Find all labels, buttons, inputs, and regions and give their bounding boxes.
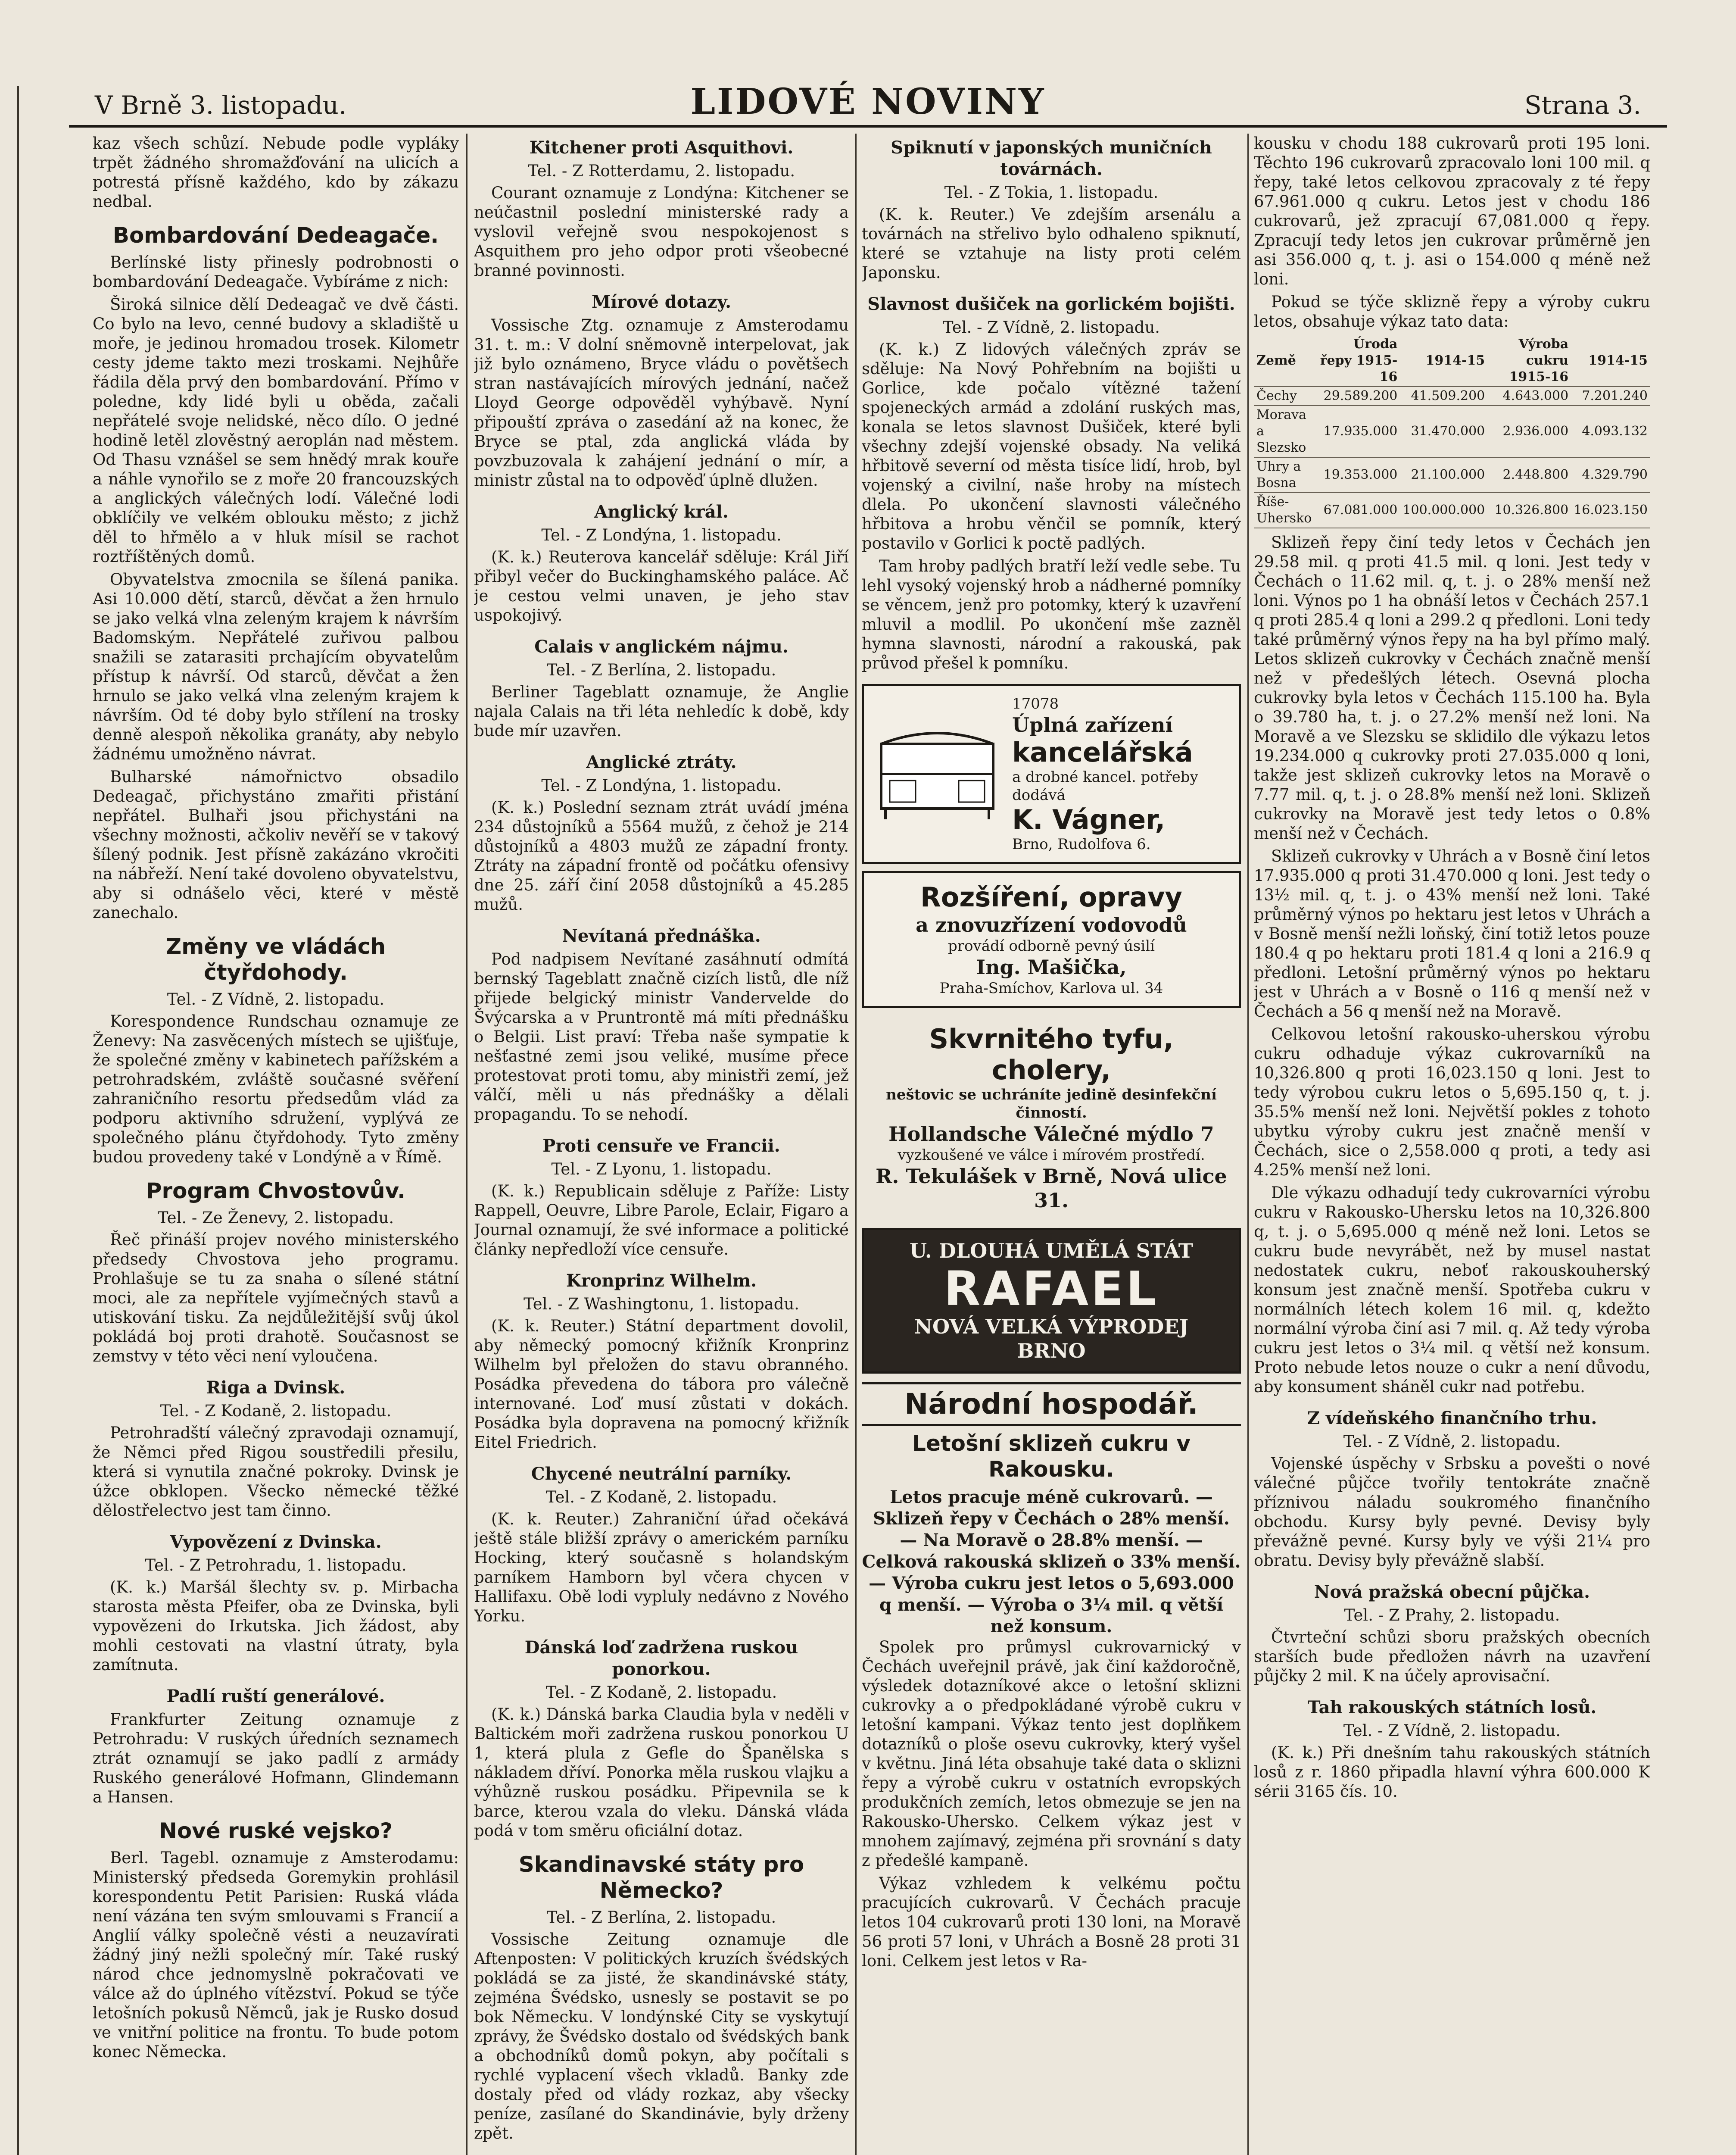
table-cell: 7.201.240	[1571, 387, 1650, 406]
column-2	[474, 134, 849, 2155]
article-body: Výkaz vzhledem k velkému počtu pracujících cukrovarů. V Čechách pracuje letos 104 cukrovarů proti 130 loni, na Moravě 56 proti 57 loni, v Uhrách a Bosně 28 proti 31 loni. Celkem jest letos v Ra-	[862, 1874, 1241, 1970]
ad-headline: kancelářská	[1012, 737, 1193, 768]
article-headline: Padlí ruští generálové.	[166, 1686, 385, 1706]
article-body: Široká silnice dělí Dedeagač ve dvě části. Co bylo na levo, cenné budovy a skladiště u moře, je jedinou hromadou trosek. Kilometr cesty jdeme takto mezi troskami. Nejhůře řádila děla prvý den bombardování. Přímo v poledne, kdy lidé byli u oběda, začali nepřátelé svoje nelidské, něco dílo. O jedné hodině letěl zlověstný aeroplán nad městem. Od Thasu vznášel se sem hnědý mrak kouře a náhle vynořilo se z moře 20 francouzských a anglických válečných lodí. Válečné lodi obklíčily ve velkém oblouku město; z jichž děl to hřmělo a v hluk mísil se rachot roztříštěných domů.	[93, 295, 459, 566]
article-headline: Spiknutí v japonských muničních továrnách.	[891, 137, 1212, 179]
dateline: Tel. - Z Berlína, 2. listopadu.	[546, 1908, 776, 1927]
article-headline: Změny ve vládách čtyřdohody.	[165, 934, 386, 985]
dateline: Tel. - Z Prahy, 2. listopadu.	[1344, 1606, 1560, 1624]
article-body: (K. k.) Republicain sděluje z Paříže: Listy Rappell, Oeuvre, Libre Parole, Eclair, Figaro a Journal oznamují, že své informace a politické články nepředloží více censuře.	[474, 1182, 849, 1259]
column-3	[862, 134, 1241, 2155]
article-body: Berl. Tagebl. oznamuje z Amsterodamu: Ministerský předseda Goremykin prohlásil korespondentu Petit Parisien: Ruská vláda není vázána ten svým smlouvami s Francií a Anglií války společně vésti a neuzavírati žádný jiný nežli společný mír. Také ruský národ chce jednomyslně pokračovati ve válce až do úplného vítězství. Pokud se týče letošních pokusů Němců, jak je Rusko dosud ve vnitřní politice na frontu. To bude potom konec Německa.	[93, 1849, 459, 2061]
article-body: (K. k. Reuter.) Ve zdejším arsenálu a továrnách na střelivo bylo odhaleno spiknutí, které se vztahuje na listy proti celém Japonsku.	[862, 205, 1241, 282]
adjacent-page-edge	[0, 86, 19, 2155]
article-headline: Chycené neutrální parníky.	[531, 1464, 792, 1484]
dateline: Tel. - Z Vídně, 2. listopadu.	[167, 990, 385, 1009]
table-cell: Uhry a Bosna	[1254, 457, 1317, 493]
advertisement-waterworks	[862, 871, 1241, 1008]
article	[474, 636, 849, 740]
article-headline: Anglický král.	[594, 502, 729, 522]
ad-text: vyzkoušené ve válce i mírovém prostředí.	[898, 1146, 1205, 1164]
article-body: (K. k.) Poslední seznam ztrát uvádí jména 234 důstojníků a 5564 mužů, z čehož je 214 důstojníků a 4803 mužů ze západní fronty. Ztráty na západní frontě od počátku ofensivy dne 25. září činí 2058 důstojníků a 45.285 mužů.	[474, 798, 849, 914]
article	[474, 1463, 849, 1626]
column-rule	[1247, 134, 1249, 2155]
table-cell: 4.093.132	[1571, 406, 1650, 457]
table-header: Země	[1254, 335, 1317, 387]
article-body: Sklizeň řepy činí tedy letos v Čechách jen 29.58 mil. q proti 41.5 mil. q loni. Jest tedy v Čechách o 11.62 mil. q, t. j. o 28% menší než loni. Výnos po 1 ha obnáší letos v Čechách 257.1 q proti 285.4 q loni a 299.2 q předloni. Loni tedy také průměrný výnos řepy na ha byl přímo malý. Letos sklizeň cukrovky v Čechách značně menší než v předešlých létech. Osevná plocha cukrovky byla letos v Čechách 115.100 ha. Byla o 39.780 ha, t. j. o 27.2% menší než loni. Na Moravě a ve Slezsku se sklidilo dle výkazu letos 19.234.000 q cukrovky proti 27.035.000 q loni, takže jest sklizeň cukrovky letos na Moravě o 7.77 mil. q, t. j. o 28.8% menší než loni. Sklizeň cukrovky na Moravě jest tedy letos o 0.8% menší než v Čechách.	[1254, 533, 1650, 843]
article	[93, 1178, 459, 1366]
column-rule	[466, 134, 468, 2155]
article-headline: Z vídeňského finančního trhu.	[1307, 1408, 1597, 1428]
article	[474, 1135, 849, 1259]
article-body: kaz všech schůzí. Nebude podle vypláky trpět žádného shromažďování na ulicích a potrestá přísně každého, kdo by zákazu nedbal.	[93, 134, 459, 211]
article-body: Vossische Ztg. oznamuje z Amsterodamu 31. t. m.: V dolní sněmovně interpelovat, jak již bylo oznámeno, Bryce vládu o povětšech stran nastávajících mírových jednání, načež Lloyd George odpověděl vyhýbavě. Nyní připouští zpráva o zasedání až na konec, že Bryce se ptal, zda anglická vláda by povzbuzovala k zahájení jednání o mír, a ministr zůstal na to odpověď úplně dlužen.	[474, 316, 849, 490]
ad-merchant-name: K. Vágner,	[1012, 804, 1166, 835]
table-row	[1254, 406, 1650, 457]
table-header: Úroda řepy 1915-16	[1317, 335, 1400, 387]
ad-text: Úplná zařízení	[1012, 713, 1173, 737]
ad-city: BRNO	[1017, 1339, 1086, 1362]
dateline: Tel. - Z Tokia, 1. listopadu.	[944, 183, 1159, 202]
ad-headline: Rozšíření, opravy	[920, 881, 1182, 913]
article-headline: Proti censuře ve Francii.	[542, 1136, 780, 1156]
ad-text: a znovuzřízení vodovodů	[916, 913, 1187, 937]
article-headline: Anglické ztráty.	[586, 752, 737, 772]
table-cell: Morava a Slezsko	[1254, 406, 1317, 457]
ad-merchant-name: Ing. Mašička,	[976, 956, 1127, 979]
article	[862, 294, 1241, 673]
table-row	[1254, 457, 1650, 493]
article	[474, 925, 849, 1124]
article-lead: Letos pracuje méně cukrovarů. — Sklizeň řepy v Čechách o 28% menší. — Na Moravě o 28.8% menší. — Celková rakouská sklizeň o 33% menší. — Výroba cukru jest letos o 5,693.000 q menší. — Výroba o 3¼ mil. q větší než konsum.	[862, 1487, 1241, 1637]
column-rule	[855, 134, 857, 2155]
article-body: (K. k.) Při dnešním tahu rakouských státních losů z r. 1860 připadla hlavní výhra 600.000 K sérii 3165 čís. 10.	[1254, 1743, 1650, 1801]
column-1	[93, 134, 459, 2155]
article-body: Korespondence Rundschau oznamuje ze Ženevy: Na zasvěcených místech se ujišťuje, že společné změny v kabinetech pařížském a petrohradském, zvláště současné svěření zahraničního resortu předsedům vlád za podporu aktivního sdružení, vyplývá ze společného plánu čtyřdohody. Tyto změny budou provedeny také v Londýně a v Římě.	[93, 1012, 459, 1166]
article-body: Čtvrteční schůzi sboru pražských obecních starších bude předložen návrh na uzavření půjčky 2 mil. K na účely aprovisační.	[1254, 1628, 1650, 1685]
article-body: Bulharské námořnictvo obsadilo Dedeagač, přichystáno zmařiti přistání nepřátel. Bulhaři jsou přichystáni na všechny možnosti, ačkoliv nevěří se v takový šílený podnik. Jest přísně zakázáno vkročiti na nábřeží. Není také dovoleno obyvatelstvu, aby si odnášelo věci, které v městě zanechalo.	[93, 768, 459, 922]
newspaper-title: LIDOVÉ NOVINY	[690, 81, 1046, 122]
ad-product: Hollandsche Válečné mýdlo 7	[888, 1122, 1214, 1146]
article-headline: Mírové dotazy.	[591, 292, 732, 312]
ad-text: NOVÁ VELKÁ VÝPRODEJ	[914, 1315, 1189, 1338]
dateline: Tel. - Z Lyonu, 1. listopadu.	[551, 1160, 772, 1178]
article-headline: Calais v anglickém nájmu.	[534, 637, 789, 657]
roll-top-desk-icon	[873, 727, 1002, 821]
advertisement-rafael	[862, 1228, 1241, 1374]
article	[93, 1686, 459, 1807]
section-title: Národní hospodář.	[862, 1382, 1241, 1426]
article-headline: Letošní sklizeň cukru v Rakousku.	[912, 1431, 1191, 1482]
article	[474, 137, 849, 280]
dateline: Tel. - Ze Ženevy, 2. listopadu.	[157, 1209, 394, 1227]
article-headline: Tah rakouských státních losů.	[1307, 1697, 1597, 1718]
article-body: Řeč přináší projev nového ministerského předsedy Chvostova jeho programu. Prohlašuje se tu za snaha o sílené státní moci, ale za nepřítele vyjímečných stavů a utiskování tisku. Za nejdůležitější svůj úkol pokládá boj proti drahotě. Současnost se zemstvy v této věci není vyloučena.	[93, 1231, 459, 1365]
article-body: (K. k.) Dánská barka Claudia byla v neděli v Baltickém moři zadržena ruskou ponorkou U 1, která plula z Gefle do Španělska s nákladem dříví. Ponorka měla ruskou vlajku a výhůzně ruskou posádku. Připevnila se k barce, kterou vzala do vleku. Dánská vláda podá v tom směru oficiální dotaz.	[474, 1705, 849, 1840]
article	[474, 1637, 849, 1840]
article	[474, 752, 849, 914]
article-body: Spolek pro průmysl cukrovarnický v Čechách uveřejnil právě, jak činí každoročně, výsledek dotazníkové akce o letošní sklizni cukrovky a o předpokládané výrobě cukru v letošní kampani. Výkaz tento jest doplňkem dotazníků o ploše osevu cukrovky, který vyšel v květnu. Jiná léta obsahuje také data o sklizni řepy a výrobě cukru v ostatních evropských produkčních zemích, letos obmezuje se jen na Rakousko-Uhersko. Celkem výkaz jest v mnohem zajímavý, zejména při srovnání s daty z předešlé kampaně.	[862, 1638, 1241, 1870]
dateline: Tel. - Z Berlína, 2. listopadu.	[546, 661, 776, 679]
table-cell: 17.935.000	[1317, 406, 1400, 457]
table-header-row	[1254, 335, 1650, 387]
table-cell: 10.326.800	[1487, 493, 1571, 528]
article-body: kousku v chodu 188 cukrovarů proti 195 loni. Těchto 196 cukrovarů zpracovalo loni 100 mil. q řepy, také letos celkovou zpracovaly z té řepy 67.961.000 q cukru. Letos jest v chodu 186 cukrovarů, jež zpracují 67,081.000 q řepy. Zpracují tedy letos jen cukrovar průměrně jen asi 356.000 q, t. j. asi o 154.000 q méně než loni.	[1254, 134, 1650, 288]
table-cell: 4.329.790	[1571, 457, 1650, 493]
masthead	[69, 73, 1667, 128]
article-body: (K. k.) Z lidových válečných zpráv se sděluje: Na Nový Pohřebním na bojišti u Gorlice, kde počalo vítězné tažení spojeneckých armád a zdolání ruských mas, konala se letos slavnost Dušiček, které byli všechny zdejší vojenské obsady. Na veliká hřbitově severní od města tisíce lidí, hrob, byl vojenský a civilní, naše hroby na místech dlela. Po ukončení slavnosti válečného hřbitova a hrobu věnčil se pomník, který postavilo v Gorlici k poctě padlých.	[862, 340, 1241, 553]
dateline: Tel. - Z Petrohradu, 1. listopadu.	[145, 1556, 407, 1574]
article	[1254, 134, 1650, 1396]
table-header: Výroba cukru 1915-16	[1487, 335, 1571, 387]
article	[862, 1430, 1241, 1971]
article-body: (K. k.) Reuterova kancelář sděluje: Král Jiří přibyl večer do Buckinghamského paláce. Ač je cestou velmi unaven, je jeho stav uspokojivý.	[474, 548, 849, 625]
article-body: Courant oznamuje z Londýna: Kitchener se neúčastnil poslední ministerské rady a vyslovil veřejně svou nespokojenost s Asquithem pro jeho odpor proti všeobecné branné povinnosti.	[474, 184, 849, 280]
article-headline: Kitchener proti Asquithovi.	[529, 137, 794, 158]
ad-headline: RAFAEL	[944, 1261, 1159, 1316]
article	[93, 1377, 459, 1520]
table-cell: 16.023.150	[1571, 493, 1650, 528]
table-row	[1254, 387, 1650, 406]
article	[1254, 1697, 1650, 1801]
article	[862, 137, 1241, 282]
article-headline: Bombardování Dedeagače.	[112, 223, 439, 248]
table-cell: Říše-Uhersko	[1254, 493, 1317, 528]
dateline: Tel. - Z Vídně, 2. listopadu.	[1343, 1721, 1561, 1740]
page-number: Strana 3.	[1524, 91, 1641, 120]
article	[474, 1852, 849, 2143]
article-body: Pokud se týče sklizně řepy a výroby cukru letos, obsahuje výkaz tato data:	[1254, 293, 1650, 331]
article-headline: Slavnost dušiček na gorlickém bojišti.	[867, 294, 1235, 314]
article-body: (K. k. Reuter.) Zahraniční úřad očekává ještě stále bližší zprávy o americkém parníku Hocking, který současně s holandským parníkem Hamborn byl včera chycen v Hallifaxu. Obě lodi vypluly nedávno z Nového Yorku.	[474, 1510, 849, 1625]
article	[474, 291, 849, 490]
table-header: 1914-15	[1571, 335, 1650, 387]
table-cell: 41.509.200	[1400, 387, 1487, 406]
article	[93, 1531, 459, 1674]
advertisement-soap	[862, 1015, 1241, 1221]
dateline: Tel. - Z Kodaně, 2. listopadu.	[545, 1683, 777, 1702]
table-cell: 4.643.000	[1487, 387, 1571, 406]
ad-address: Brno, Rudolfova 6.	[1012, 836, 1151, 853]
table-cell: Čechy	[1254, 387, 1317, 406]
dateline: Tel. - Z Rotterdamu, 2. listopadu.	[527, 162, 795, 180]
ad-text: a drobné kancel. potřeby dodává	[1012, 768, 1198, 804]
table-cell: 100.000.000	[1400, 493, 1487, 528]
article-headline: Dánská loď zadržena ruskou ponorkou.	[524, 1637, 798, 1679]
article-body: (K. k.) Maršál šlechty sv. p. Mirbacha starosta města Pfeifer, oba ze Dvinska, byli vypovězeni do Irkutska. Jich žádost, aby mohli cestovati na vlastní útraty, byla zamítnuta.	[93, 1578, 459, 1674]
article	[93, 134, 459, 211]
dateline: Tel. - Z Kodaně, 2. listopadu.	[160, 1402, 392, 1420]
ad-address: R. Tekulášek v Brně, Nová ulice 31.	[876, 1165, 1227, 1212]
dateline: Tel. - Z Kodaně, 2. listopadu.	[545, 1488, 777, 1506]
article	[93, 934, 459, 1167]
ad-text: U. DLOUHÁ UMĚLÁ STÁT	[910, 1239, 1193, 1262]
article-headline: Vypovězení z Dvinska.	[170, 1532, 382, 1552]
article	[1254, 1408, 1650, 1570]
table-cell: 2.448.800	[1487, 457, 1571, 493]
article-body: Berliner Tageblatt oznamuje, že Anglie najala Calais na tři léta nehledíc k době, kdy bude mír uzavřen.	[474, 683, 849, 740]
dateline: Tel. - Z Washingtonu, 1. listopadu.	[523, 1295, 800, 1313]
advertisement-office-furniture	[862, 684, 1241, 864]
article	[474, 501, 849, 625]
sugar-harvest-table	[1254, 335, 1650, 528]
dateline: Tel. - Z Londýna, 1. listopadu.	[541, 526, 782, 544]
table-cell: 21.100.000	[1400, 457, 1487, 493]
ad-headline: Skvrnitého tyfu, cholery,	[929, 1023, 1174, 1086]
article	[93, 222, 459, 922]
article-body: Vojenské úspěchy v Srbsku a povešti o nové válečné půjčce tvořily tentokráte značně příznivou náladu soukromého finančního obchodu. Kursy byly pevné. Devisy byly převážně pevné. Kursy byly ve výši 21¼ pro obratu. Devisy byly převážně slabší.	[1254, 1454, 1650, 1570]
dateline: Tel. - Z Londýna, 1. listopadu.	[541, 776, 782, 795]
article-headline: Kronprinz Wilhelm.	[566, 1271, 757, 1291]
article-body: Petrohradští válečný zpravodaji oznamují, že Němci před Rigou soustředili přesilu, která si vynutila značné pokroky. Dvinsk je úžce obklopen. Všecko německé těžké dělostřelectvo jest tam činno.	[93, 1424, 459, 1520]
article-headline: Nová pražská obecní půjčka.	[1314, 1582, 1590, 1602]
ad-number: 17078	[1012, 695, 1059, 712]
article-body: Berlínské listy přinesly podrobnosti o bombardování Dedeagače. Vybíráme z nich:	[93, 253, 459, 291]
table-row	[1254, 493, 1650, 528]
article-body: Celkovou letošní rakousko-uherskou výrobu cukru odhaduje výkaz cukrovarníků na 10,326.800 q proti 16,023.150 q loni. Jest to tedy výrobou cukru letos o 5,695.150 q, t. j. 35.5% menší než loni. Největší pokles z tohoto ubytku výroby cukru jest značně menší v Čechách, sice o 2,558.000 q proti, a tedy asi 4.25% menší než loni.	[1254, 1025, 1650, 1179]
article-body: Sklizeň cukrovky v Uhrách a v Bosně činí letos 17.935.000 q proti 31.470.000 q loni. Jest tedy o 13½ mil. q, t. j. o 43% menší než loni. Také průměrný výnos po hektaru jest letos v Uhrách a v Bosně menší nežli loňský, činí totiž letos pouze 180.4 q po hektaru proti 181.4 q loni a 216.9 q předloni. Letošní průměrný výnos po hektaru jest v Uhrách a v Bosně o 116 q menší než v Čechách a 56 q menší než na Moravě.	[1254, 847, 1650, 1021]
table-cell: 67.081.000	[1317, 493, 1400, 528]
ad-address: Praha-Smíchov, Karlova ul. 34	[939, 980, 1163, 997]
article	[93, 1818, 459, 2061]
article-body: Tam hroby padlých bratří leží vedle sebe. Tu lehl vysoký vojenský hrob a nádherné pomníky se věncem, jenž pro potomky, který k uzavření mluvil a modlil. Po ukončení mše zazněl hymna slavnosti, národní a rakouská, pak průvod přešel k pomníku.	[862, 557, 1241, 672]
table-cell: 19.353.000	[1317, 457, 1400, 493]
table-cell: 2.936.000	[1487, 406, 1571, 457]
article-headline: Riga a Dvinsk.	[206, 1377, 346, 1398]
article-body: Dle výkazu odhadují tedy cukrovarníci výrobu cukru v Rakousko-Uhersku letos na 10,326.800 q, t. j. o 5,695.000 q méně než loni. Letos se cukru bude nevyrábět, než by musel nastat nedostatek cukru, neboť rakouskouherský konsum jest značně menší. Spotřeba cukru v normálních létech kolem 16 mil. q, kdežto normální výroba činí asi 7 mil. q. Až tedy výroba cukru jest letos o 3¼ mil. q větší než konsum. Proto nebude letos nouze o cukr a není důvodu, aby konsument sháněl cukr nad potřebu.	[1254, 1184, 1650, 1396]
ad-text: provádí odborně pevný úsilí	[948, 937, 1155, 955]
article-body: Frankfurter Zeitung oznamuje z Petrohradu: V ruských úředních seznamech ztrát oznamují se jako padlí z armády Ruského generálové Hofmann, Glindemann a Hansen.	[93, 1710, 459, 1806]
article-body: (K. k. Reuter.) Státní department dovolil, aby německý pomocný křižník Kronprinz Wilhelm byl přeložen do stavu obranného. Posádka převedena do tábora pro válečně internované. Loď musí zůstati v dokách. Posádka byla dopravena na pomocný křižník Eitel Friedrich.	[474, 1317, 849, 1452]
column-4	[1254, 134, 1650, 2155]
dateline: Tel. - Z Vídně, 2. listopadu.	[1343, 1432, 1561, 1451]
dateline: Tel. - Z Vídně, 2. listopadu.	[942, 318, 1160, 337]
article-headline: Skandinavské státy pro Německo?	[518, 1852, 804, 1903]
article	[1254, 1581, 1650, 1686]
article-body: Obyvatelstva zmocnila se šílená panika. Asi 10.000 dětí, starců, děvčat a žen hrnulo se jako velká vlna zeleným krajem k návrším Badomským. Nepřátelé zuřivou palbou snažili se zatarasiti prchajícím obyvatelům přístup k návrší. Od starců, děvčat a žen hrnulo se jako velká vlna zeleným krajem k návrším. Od té doby bylo střílení na trosky denně alespoň několika granáty, aby nebylo žádnému umožněno návrat.	[93, 570, 459, 763]
table-header: 1914-15	[1400, 335, 1487, 387]
date-line: V Brně 3. listopadu.	[95, 91, 347, 120]
table-cell: 29.589.200	[1317, 387, 1400, 406]
article-headline: Program Chvostovův.	[146, 1178, 406, 1203]
article-body: Vossische Zeitung oznamuje dle Aftenposten: V politických kruzích švédských pokládá se za jisté, že skandinávské státy, zejména Švédsko, usnesly se postavit se po bok Německu. V londýnské City se vyskytují zprávy, že Švédsko dostalo od švédských bank a obchodníků domů pokyn, aby počítali s rychlé vyplacení všech vkladů. Banky zde dostaly před od vlády rozkaz, aby všecky peníze, zasílané do Skandinávie, byly drženy zpět.	[474, 1930, 849, 2143]
article-body: Pod nadpisem Nevítané zasáhnutí odmítá bernský Tageblatt značně cizích listů, dle níž přijede belgický ministr Vandervelde do Švýcarska a v Pruntrontě má míti přednášku o Belgii. List praví: Třeba naše sympatie k nešťastné zemi jsou veliké, musíme přece protestovat proti tomu, aby ministři zemí, jež válčí, měli u nás přednášky a dělali propagandu. To se nehodí.	[474, 950, 849, 1124]
table-cell: 31.470.000	[1400, 406, 1487, 457]
ad-text: neštovic se uchráníte jedině desinfekční činností.	[886, 1086, 1217, 1121]
article-headline: Nové ruské vejsko?	[159, 1818, 393, 1843]
article-headline: Nevítaná přednáška.	[562, 926, 761, 946]
article	[474, 1270, 849, 1452]
